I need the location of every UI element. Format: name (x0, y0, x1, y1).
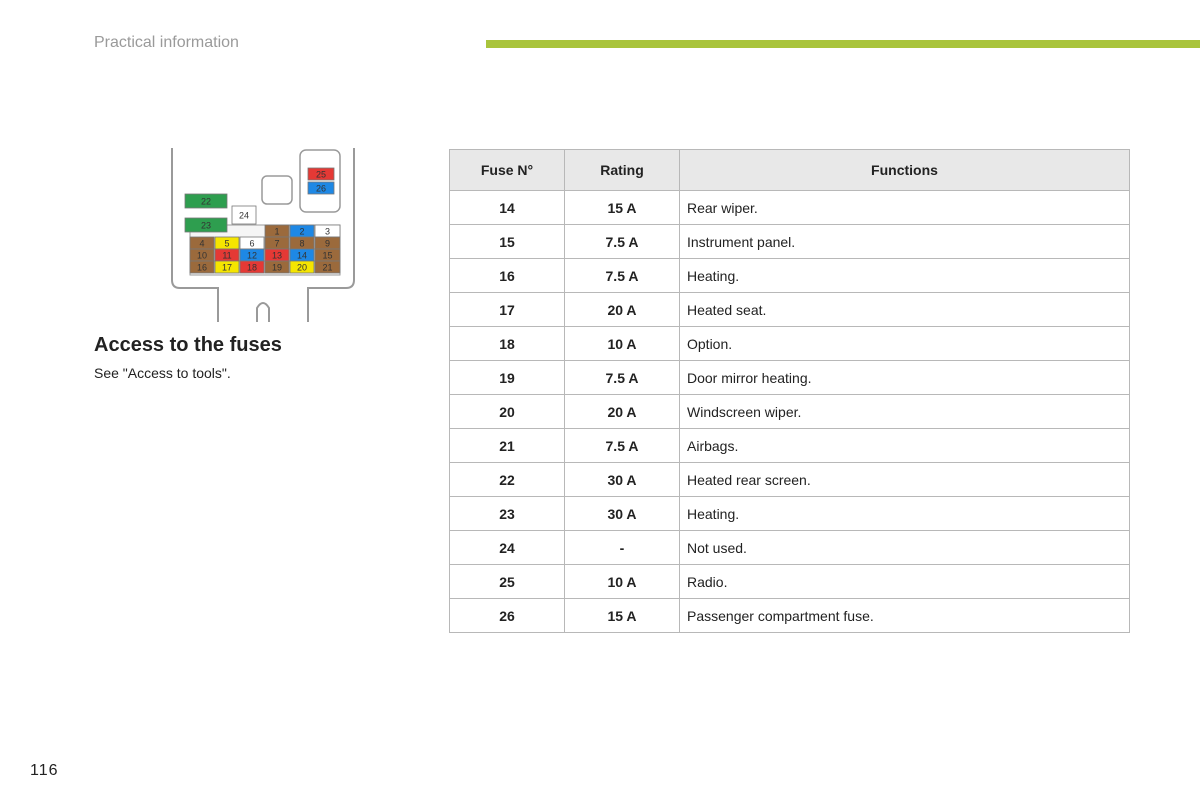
header-functions: Functions (680, 150, 1130, 191)
table-row (450, 191, 1130, 225)
fuse-label: 3 (324, 226, 331, 237)
rating-cell: 20 A (565, 395, 680, 429)
table-row (450, 531, 1130, 565)
fuse-box-diagram (170, 148, 356, 322)
function-cell: Rear wiper. (680, 191, 1130, 225)
table-body (450, 191, 1130, 633)
function-cell: Door mirror heating. (680, 361, 1130, 395)
function-cell: Windscreen wiper. (680, 395, 1130, 429)
function-cell: Radio. (680, 565, 1130, 599)
function-cell: Heated seat. (680, 293, 1130, 327)
table-header-row (450, 150, 1130, 191)
table-row (450, 565, 1130, 599)
table-row (450, 599, 1130, 633)
table-row (450, 463, 1130, 497)
fuse-label: 18 (246, 262, 258, 273)
fuse-number-cell: 24 (450, 531, 565, 565)
fuse-number-cell: 26 (450, 599, 565, 633)
fuse-label: 9 (324, 238, 331, 249)
fuse-label: 12 (246, 250, 258, 261)
rating-cell: 30 A (565, 497, 680, 531)
rating-cell: 15 A (565, 191, 680, 225)
table-row (450, 429, 1130, 463)
fuse-label: 26 (315, 183, 327, 194)
page-number: 116 (30, 762, 59, 779)
rating-cell: 30 A (565, 463, 680, 497)
fuse-label: 13 (271, 250, 283, 261)
fuse-label: 25 (315, 169, 327, 180)
fuse-label: 7 (274, 238, 280, 249)
fuse-label: 20 (296, 262, 308, 273)
fuse-label: 10 (196, 250, 208, 261)
fuse-box-notch (257, 303, 269, 322)
table-row (450, 293, 1130, 327)
table-row (450, 361, 1130, 395)
fuse-label: 21 (322, 262, 333, 273)
fuse-label: 8 (299, 238, 305, 249)
function-cell: Heating. (680, 497, 1130, 531)
fuse-label: 17 (221, 262, 233, 273)
function-cell: Heating. (680, 259, 1130, 293)
fuse-number-cell: 25 (450, 565, 565, 599)
section-description: See "Access to tools". (94, 365, 231, 381)
fuse-number-cell: 18 (450, 327, 565, 361)
fuse-number-cell: 21 (450, 429, 565, 463)
function-cell: Passenger compartment fuse. (680, 599, 1130, 633)
fuse-table (449, 149, 1130, 633)
rating-cell: 20 A (565, 293, 680, 327)
table-row (450, 327, 1130, 361)
fuse-label: 11 (222, 250, 232, 261)
fuse-number-cell: 19 (450, 361, 565, 395)
section-header: Practical information (94, 34, 239, 51)
rating-cell: - (565, 531, 680, 565)
rating-cell: 7.5 A (565, 429, 680, 463)
header-accent-bar (486, 40, 1200, 48)
table-row (450, 259, 1130, 293)
fuse-label: 6 (249, 238, 255, 249)
function-cell: Heated rear screen. (680, 463, 1130, 497)
fuse-label: 19 (271, 262, 283, 273)
fuse-label: 1 (274, 226, 280, 237)
fuse-number-cell: 20 (450, 395, 565, 429)
fuse-label: 22 (200, 196, 212, 207)
table-row (450, 395, 1130, 429)
header-fuse-number: Fuse N° (450, 150, 565, 191)
relay-housing (262, 176, 292, 204)
rating-cell: 7.5 A (565, 259, 680, 293)
fuse-label: 4 (199, 238, 205, 249)
maxi-fuse-holder (300, 150, 340, 212)
function-cell: Airbags. (680, 429, 1130, 463)
rating-cell: 10 A (565, 327, 680, 361)
fuse-number-cell: 16 (450, 259, 565, 293)
rating-cell: 7.5 A (565, 361, 680, 395)
section-title: Access to the fuses (94, 334, 282, 356)
fuse-label: 2 (299, 226, 305, 237)
fuse-label: 23 (200, 220, 212, 231)
fuse-label: 5 (224, 238, 230, 249)
rating-cell: 7.5 A (565, 225, 680, 259)
fuse-label: 14 (296, 250, 308, 261)
header-rating: Rating (565, 150, 680, 191)
function-cell: Instrument panel. (680, 225, 1130, 259)
fuse-number-cell: 23 (450, 497, 565, 531)
fuse-label: 24 (238, 210, 250, 221)
rating-cell: 15 A (565, 599, 680, 633)
fuse-number-cell: 15 (450, 225, 565, 259)
fuse-label: 16 (196, 262, 208, 273)
table-row (450, 497, 1130, 531)
fuse-number-cell: 14 (450, 191, 565, 225)
fuse-label: 15 (322, 250, 333, 261)
function-cell: Option. (680, 327, 1130, 361)
table-row (450, 225, 1130, 259)
fuse-number-cell: 22 (450, 463, 565, 497)
fuse-number-cell: 17 (450, 293, 565, 327)
rating-cell: 10 A (565, 565, 680, 599)
function-cell: Not used. (680, 531, 1130, 565)
